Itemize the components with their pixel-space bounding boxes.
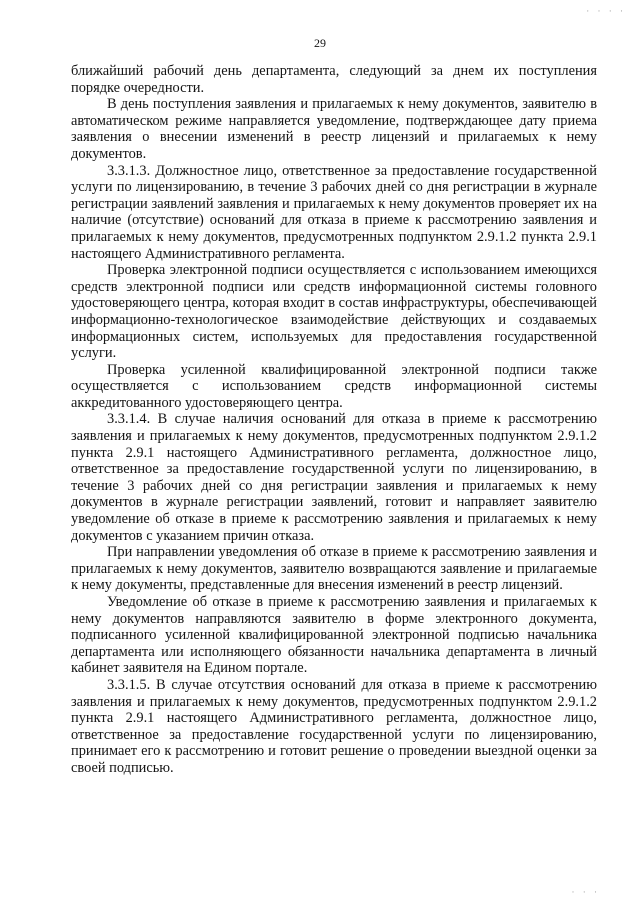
paragraph-qualified-signature-check: Проверка усиленной квалифицированной электронной подписи также осуществляется с использованием средств информационной системы аккредитованного удостоверяющего центра.: [71, 361, 597, 411]
paragraph-continuation: ближайший рабочий день департамента, следующий за днем их поступления порядке очередности.: [71, 63, 597, 96]
paragraph-receipt-notification: В день поступления заявления и прилагаемых к нему документов, заявителю в автоматическом режиме направляется уведомление, подтверждающее дату приема заявления о внесении изменений в реестр лицензий и прилагаемых к нему документов.: [71, 96, 597, 162]
scan-mark-top: · · · ·: [586, 6, 626, 16]
paragraph-3-3-1-4: 3.3.1.4. В случае наличия оснований для отказа в приеме к рассмотрению заявления и прилагаемых к нему документов, предусмотренных подпунктом 2.9.1.2 пункта 2.9.1 настоящего Административного регламента, должностное лицо, ответственное за предоставление государственной услуги по лицензированию, в течение 3 рабочих дней со дня регистрации заявления и прилагаемых к нему документов в журнале регистрации заявлений, готовит и направляет заявителю уведомление об отказе в приеме к рассмотрению заявления и прилагаемых к нему документов с указанием причин отказа.: [71, 411, 597, 544]
paragraph-refusal-notification: Уведомление об отказе в приеме к рассмотрению заявления и прилагаемых к нему документов направляются заявителю в форме электронного документа, подписанного усиленной квалифицированной электронной подписью начальника департамента или исполняющего обязанности начальника департамента в личный кабинет заявителя на Едином портале.: [71, 594, 597, 677]
page-number: 29: [314, 36, 326, 50]
paragraph-refusal-return: При направлении уведомления об отказе в приеме к рассмотрению заявления и прилагаемых к нему документов, заявителю возвращаются заявление и прилагаемые к нему документы, представленные для внесения изменений в реестр лицензий.: [71, 544, 597, 594]
document-body: [71, 63, 597, 777]
paragraph-3-3-1-5: 3.3.1.5. В случае отсутствия оснований для отказа в приеме к рассмотрению заявления и прилагаемых к нему документов, предусмотренных подпунктом 2.9.1.2 пункта 2.9.1 настоящего Административного регламента, должностное лицо, ответственное за предоставление государственной услуги по лицензированию, принимает его к рассмотрению и готовит решение о проведении выездной оценки за своей подписью.: [71, 676, 597, 776]
paragraph-3-3-1-3: 3.3.1.3. Должностное лицо, ответственное за предоставление государственной услуги по лицензированию, в течение 3 рабочих дней со дня регистрации в журнале регистрации заявлений заявления и прилагаемых к нему документов проверяет их на наличие (отсутствие) оснований для отказа в приеме к рассмотрению заявления и прилагаемых к нему документов, предусмотренных подпунктом 2.9.1.2 пункта 2.9.1 настоящего Административного регламента.: [71, 162, 597, 262]
scan-mark-bottom: · · ·: [571, 887, 600, 897]
paragraph-signature-check: Проверка электронной подписи осуществляется с использованием имеющихся средств электронной подписи или средств информационной системы головного удостоверяющего центра, которая входит в состав инфраструктуры, обеспечивающей информационно-технологическое взаимодействие действующих и создаваемых информационных систем, используемых для предоставления государственной услуги.: [71, 262, 597, 362]
